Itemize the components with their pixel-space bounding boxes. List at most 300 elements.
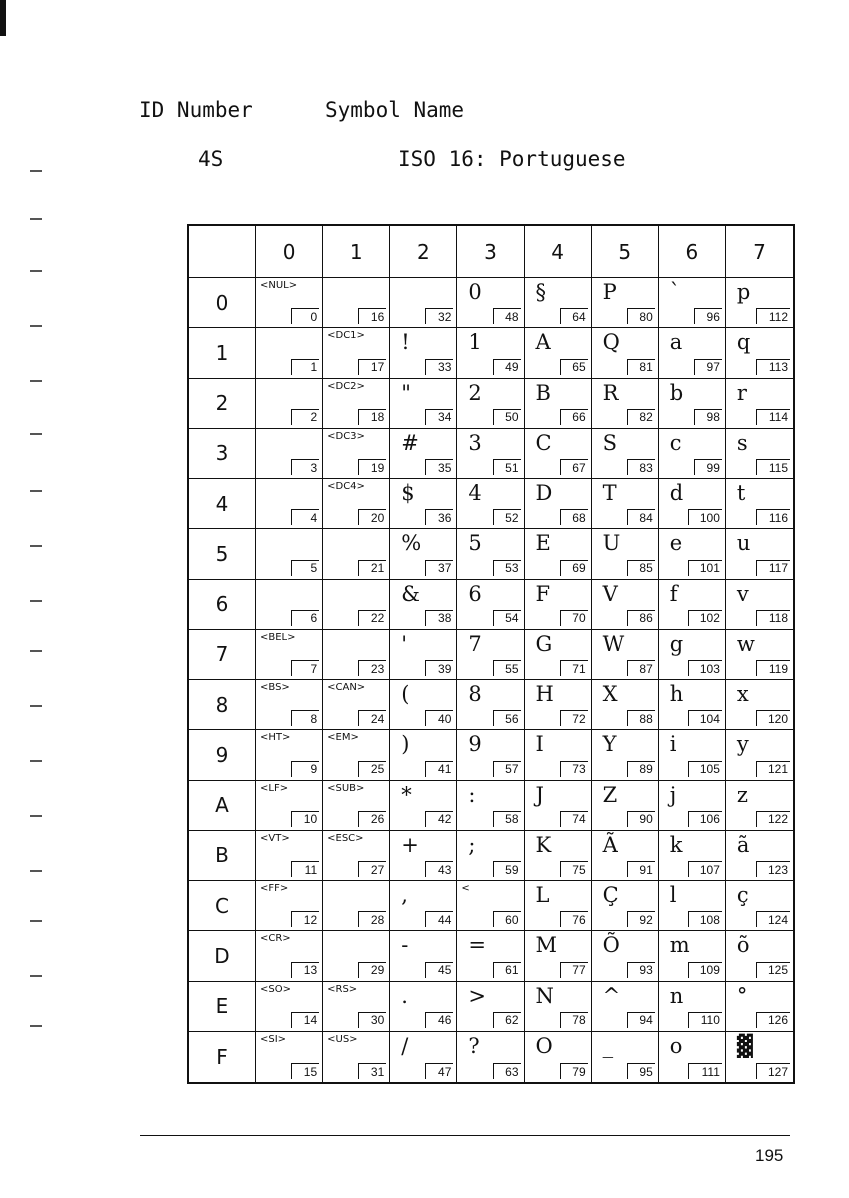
char-cell	[592, 580, 659, 630]
character-glyph: 7	[468, 631, 482, 656]
decimal-code-box: 22	[358, 610, 386, 626]
decimal-code-box: 36	[425, 509, 453, 525]
char-cell	[525, 730, 592, 780]
char-cell	[390, 328, 457, 378]
char-cell	[390, 379, 457, 429]
character-glyph: x	[736, 682, 749, 706]
char-cell	[390, 1032, 457, 1082]
char-cell	[457, 931, 524, 981]
char-cell	[659, 328, 726, 378]
character-glyph: ▓	[736, 1033, 754, 1058]
decimal-code-box: 114	[756, 409, 790, 425]
char-cell	[525, 429, 592, 479]
decimal-code-box: 44	[425, 911, 453, 927]
char-cell	[592, 831, 659, 881]
char-cell	[457, 680, 524, 730]
char-cell	[659, 580, 726, 630]
decimal-code-box: 0	[291, 308, 319, 324]
char-cell	[390, 630, 457, 680]
character-glyph: $	[401, 481, 415, 505]
margin-mark	[30, 870, 42, 872]
char-cell	[525, 479, 592, 529]
char-cell	[592, 680, 659, 730]
decimal-code-box: 32	[425, 308, 453, 324]
character-glyph: L	[535, 883, 550, 907]
decimal-code-box: 34	[425, 409, 453, 425]
character-glyph: .	[401, 983, 408, 1008]
character-glyph: Z	[602, 782, 618, 807]
char-cell	[256, 580, 323, 630]
control-code-label: <CAN>	[327, 682, 366, 693]
decimal-code-box: 80	[627, 308, 655, 324]
char-cell	[390, 479, 457, 529]
decimal-code-box: 61	[493, 962, 521, 978]
decimal-code-box: 104	[688, 710, 722, 726]
character-glyph: C	[535, 430, 552, 455]
character-glyph: %	[401, 531, 422, 556]
character-glyph: k	[669, 832, 683, 857]
character-glyph: 1	[468, 330, 482, 355]
decimal-code-box: 52	[493, 509, 521, 525]
character-glyph: &	[401, 581, 420, 606]
decimal-code-box: 55	[493, 660, 521, 676]
decimal-code-box: 112	[756, 308, 790, 324]
character-glyph: M	[535, 933, 558, 958]
character-glyph: w	[736, 631, 755, 656]
control-code-label: <EM>	[327, 732, 359, 744]
char-cell	[726, 781, 793, 831]
decimal-code-box: 95	[627, 1063, 655, 1079]
character-glyph: '	[401, 631, 408, 656]
character-glyph: h	[669, 682, 684, 706]
character-glyph: (	[401, 682, 410, 706]
control-code-label: <FF>	[260, 883, 289, 894]
symbol-name-label: Symbol Name	[325, 98, 465, 122]
control-code-label: <BS>	[260, 682, 290, 693]
char-cell	[726, 730, 793, 780]
character-glyph: n	[669, 983, 684, 1008]
char-cell	[726, 630, 793, 680]
decimal-code-box: 118	[756, 610, 790, 626]
char-cell	[659, 831, 726, 881]
decimal-code-box: 103	[688, 660, 722, 676]
decimal-code-box: 5	[291, 560, 319, 576]
char-cell	[323, 1032, 390, 1082]
control-code-label: <DC3>	[327, 430, 365, 442]
row-header: 3	[189, 429, 256, 479]
symbol-name-value: ISO 16: Portuguese	[398, 147, 626, 171]
char-cell	[390, 278, 457, 328]
character-glyph: ç	[736, 883, 749, 907]
row-header: 5	[189, 529, 256, 579]
page-edge-mark	[0, 0, 6, 36]
decimal-code-box: 116	[756, 509, 790, 525]
row-header: D	[189, 931, 256, 981]
character-glyph: v	[736, 581, 749, 606]
decimal-code-box: 65	[560, 359, 588, 375]
control-code-label: <US>	[327, 1033, 358, 1045]
decimal-code-box: 50	[493, 409, 521, 425]
character-glyph: >	[468, 983, 486, 1008]
decimal-code-box: 86	[627, 610, 655, 626]
decimal-code-box: 58	[493, 811, 521, 827]
decimal-code-box: 48	[493, 308, 521, 324]
character-glyph: 4	[468, 481, 482, 505]
row-header: C	[189, 881, 256, 931]
char-cell	[592, 630, 659, 680]
decimal-code-box: 72	[560, 710, 588, 726]
char-cell	[457, 379, 524, 429]
char-cell	[457, 1032, 524, 1082]
character-glyph: 5	[468, 531, 482, 556]
decimal-code-box: 31	[358, 1063, 386, 1079]
footer-rule	[140, 1135, 790, 1136]
decimal-code-box: 109	[688, 962, 722, 978]
char-cell	[659, 379, 726, 429]
character-glyph: :	[468, 782, 476, 807]
control-code-label: <BEL>	[260, 631, 296, 643]
decimal-code-box: 110	[688, 1012, 722, 1028]
decimal-code-box: 63	[493, 1063, 521, 1079]
decimal-code-box: 54	[493, 610, 521, 626]
decimal-code-box: 64	[560, 308, 588, 324]
margin-mark	[30, 975, 42, 977]
character-glyph: m	[669, 933, 690, 958]
character-glyph: ,	[401, 883, 408, 907]
table-corner	[189, 226, 256, 278]
margin-mark	[30, 650, 42, 652]
char-cell	[525, 680, 592, 730]
margin-mark	[30, 490, 42, 492]
decimal-code-box: 108	[688, 911, 722, 927]
character-glyph: T	[602, 481, 617, 505]
char-cell	[659, 1032, 726, 1082]
char-cell	[457, 278, 524, 328]
character-glyph: G	[535, 631, 553, 656]
character-glyph: g	[669, 631, 684, 656]
decimal-code-box: 28	[358, 911, 386, 927]
row-header: F	[189, 1032, 256, 1082]
character-glyph: z	[736, 782, 748, 807]
decimal-code-box: 41	[425, 761, 453, 777]
decimal-code-box: 99	[694, 459, 722, 475]
character-glyph: X	[602, 682, 618, 706]
margin-mark	[30, 433, 42, 435]
column-header: 2	[390, 226, 457, 278]
char-cell	[256, 680, 323, 730]
decimal-code-box: 83	[627, 459, 655, 475]
decimal-code-box: 93	[627, 962, 655, 978]
decimal-code-box: 91	[627, 861, 655, 877]
decimal-code-box: 125	[756, 962, 790, 978]
char-cell	[323, 630, 390, 680]
decimal-code-box: 49	[493, 359, 521, 375]
decimal-code-box: 18	[358, 409, 386, 425]
character-glyph: y	[736, 732, 749, 757]
char-cell	[726, 479, 793, 529]
character-glyph: H	[535, 682, 554, 706]
character-glyph: ^	[602, 983, 621, 1008]
char-cell	[390, 429, 457, 479]
character-glyph: P	[602, 280, 617, 304]
decimal-code-box: 39	[425, 660, 453, 676]
column-header: 6	[659, 226, 726, 278]
decimal-code-box: 57	[493, 761, 521, 777]
decimal-code-box: 8	[291, 710, 319, 726]
char-cell	[592, 278, 659, 328]
row-header: 0	[189, 278, 256, 328]
character-glyph: Q	[602, 330, 620, 355]
char-cell	[659, 479, 726, 529]
decimal-code-box: 20	[358, 509, 386, 525]
decimal-code-box: 77	[560, 962, 588, 978]
decimal-code-box: 115	[756, 459, 790, 475]
margin-mark	[30, 325, 42, 327]
control-code-label: <VT>	[260, 832, 290, 844]
decimal-code-box: 30	[358, 1012, 386, 1028]
character-glyph: b	[669, 380, 684, 405]
char-cell	[525, 931, 592, 981]
char-cell	[525, 529, 592, 579]
decimal-code-box: 126	[756, 1012, 790, 1028]
decimal-code-box: 51	[493, 459, 521, 475]
decimal-code-box: 123	[756, 861, 790, 877]
character-glyph: i	[669, 732, 677, 757]
id-number-label: ID Number	[139, 98, 253, 122]
character-glyph: d	[669, 481, 684, 505]
char-cell	[457, 730, 524, 780]
decimal-code-box: 23	[358, 660, 386, 676]
decimal-code-box: 45	[425, 962, 453, 978]
decimal-code-box: 100	[688, 509, 722, 525]
char-cell	[323, 379, 390, 429]
column-header: 3	[457, 226, 524, 278]
decimal-code-box: 53	[493, 560, 521, 576]
char-cell	[726, 982, 793, 1032]
char-cell	[323, 881, 390, 931]
decimal-code-box: 60	[493, 911, 521, 927]
decimal-code-box: 92	[627, 911, 655, 927]
char-cell	[726, 881, 793, 931]
char-cell	[592, 931, 659, 981]
decimal-code-box: 3	[291, 459, 319, 475]
decimal-code-box: 62	[493, 1012, 521, 1028]
margin-mark	[30, 920, 42, 922]
decimal-code-box: 1	[291, 359, 319, 375]
char-cell	[592, 1032, 659, 1082]
character-glyph: =	[468, 933, 486, 958]
control-code-label: <LF>	[260, 782, 289, 794]
char-cell	[256, 931, 323, 981]
character-glyph: Ç	[602, 883, 619, 907]
decimal-code-box: 33	[425, 359, 453, 375]
decimal-code-box: 7	[291, 660, 319, 676]
decimal-code-box: 117	[756, 560, 790, 576]
character-glyph: !	[401, 330, 410, 355]
decimal-code-box: 89	[627, 761, 655, 777]
decimal-code-box: 82	[627, 409, 655, 425]
control-code-label: <CR>	[260, 933, 291, 945]
char-cell	[323, 479, 390, 529]
character-glyph: ?	[468, 1033, 480, 1058]
character-glyph: Y	[602, 732, 617, 757]
character-glyph: p	[736, 280, 751, 304]
decimal-code-box: 24	[358, 710, 386, 726]
char-cell	[323, 580, 390, 630]
decimal-code-box: 94	[627, 1012, 655, 1028]
character-glyph: #	[401, 430, 419, 455]
character-glyph: §	[535, 280, 546, 304]
character-glyph: V	[602, 581, 618, 606]
character-glyph: B	[535, 380, 551, 405]
control-code-label: <DC1>	[327, 330, 365, 342]
char-cell	[390, 881, 457, 931]
character-glyph: j	[669, 782, 677, 807]
char-cell	[256, 379, 323, 429]
character-glyph: q	[736, 330, 751, 355]
char-cell	[592, 781, 659, 831]
char-cell	[726, 1032, 793, 1082]
decimal-code-box: 105	[688, 761, 722, 777]
decimal-code-box: 76	[560, 911, 588, 927]
decimal-code-box: 113	[756, 359, 790, 375]
control-code-label: <SUB>	[327, 782, 365, 794]
decimal-code-box: 4	[291, 509, 319, 525]
char-cell	[726, 680, 793, 730]
row-header: 8	[189, 680, 256, 730]
char-cell	[457, 831, 524, 881]
char-cell	[390, 680, 457, 730]
character-glyph: t	[736, 481, 746, 505]
character-glyph: I	[535, 732, 544, 757]
decimal-code-box: 27	[358, 861, 386, 877]
character-glyph: ã	[736, 832, 750, 857]
char-cell	[592, 479, 659, 529]
decimal-code-box: 88	[627, 710, 655, 726]
control-code-label: <DC2>	[327, 380, 365, 392]
char-cell	[726, 379, 793, 429]
decimal-code-box: 121	[756, 761, 790, 777]
char-cell	[256, 831, 323, 881]
character-glyph: s	[736, 430, 748, 455]
margin-mark	[30, 760, 42, 762]
char-cell	[390, 781, 457, 831]
column-header: 1	[323, 226, 390, 278]
character-glyph: 3	[468, 430, 482, 455]
char-cell	[659, 781, 726, 831]
decimal-code-box: 12	[291, 911, 319, 927]
decimal-code-box: 38	[425, 610, 453, 626]
character-glyph: l	[669, 883, 677, 907]
char-cell	[659, 630, 726, 680]
character-glyph: ;	[468, 832, 476, 857]
char-cell	[525, 1032, 592, 1082]
character-glyph: *	[401, 782, 412, 807]
row-header: 9	[189, 730, 256, 780]
char-cell	[659, 931, 726, 981]
column-header: 4	[525, 226, 592, 278]
control-code-label: <ESC>	[327, 832, 364, 844]
char-cell	[726, 580, 793, 630]
char-cell	[525, 379, 592, 429]
row-header: E	[189, 982, 256, 1032]
char-cell	[323, 730, 390, 780]
decimal-code-box: 85	[627, 560, 655, 576]
character-glyph: N	[535, 983, 554, 1008]
decimal-code-box: 9	[291, 761, 319, 777]
character-glyph: c	[669, 430, 682, 455]
page-number: 195	[755, 1146, 784, 1165]
decimal-code-box: 68	[560, 509, 588, 525]
char-cell	[323, 328, 390, 378]
char-cell	[256, 630, 323, 680]
character-glyph: )	[401, 732, 410, 757]
char-cell	[390, 529, 457, 579]
decimal-code-box: 42	[425, 811, 453, 827]
decimal-code-box: 98	[694, 409, 722, 425]
character-glyph: U	[602, 531, 621, 556]
row-header: 6	[189, 580, 256, 630]
char-cell	[659, 982, 726, 1032]
decimal-code-box: 119	[756, 660, 790, 676]
char-cell	[323, 831, 390, 881]
decimal-code-box: 46	[425, 1012, 453, 1028]
row-header: B	[189, 831, 256, 881]
margin-mark	[30, 1025, 42, 1027]
char-cell	[659, 730, 726, 780]
char-cell	[659, 278, 726, 328]
decimal-code-box: 19	[358, 459, 386, 475]
char-cell	[525, 328, 592, 378]
char-cell	[323, 529, 390, 579]
char-cell	[256, 730, 323, 780]
char-cell	[256, 1032, 323, 1082]
margin-mark	[30, 815, 42, 817]
margin-mark	[30, 218, 42, 220]
char-cell	[390, 730, 457, 780]
decimal-code-box: 81	[627, 359, 655, 375]
char-cell	[525, 630, 592, 680]
control-code-label: <SI>	[260, 1033, 287, 1045]
char-cell	[659, 680, 726, 730]
row-header: 1	[189, 328, 256, 378]
character-glyph: _	[602, 1033, 614, 1058]
character-glyph: °	[736, 983, 748, 1008]
character-glyph: o	[669, 1033, 683, 1058]
decimal-code-box: 124	[756, 911, 790, 927]
decimal-code-box: 75	[560, 861, 588, 877]
character-glyph: -	[401, 933, 409, 958]
decimal-code-box: 40	[425, 710, 453, 726]
decimal-code-box: 66	[560, 409, 588, 425]
character-glyph: Õ	[602, 933, 620, 958]
char-cell	[256, 781, 323, 831]
char-cell	[525, 781, 592, 831]
control-code-label: <NUL>	[260, 280, 298, 291]
decimal-code-box: 13	[291, 962, 319, 978]
character-glyph: A	[535, 330, 551, 355]
char-cell	[390, 580, 457, 630]
character-glyph: f	[669, 581, 678, 606]
margin-mark	[30, 170, 42, 172]
character-glyph: e	[669, 531, 683, 556]
decimal-code-box: 127	[756, 1063, 790, 1079]
margin-mark	[30, 705, 42, 707]
character-glyph: W	[602, 631, 625, 656]
decimal-code-box: 101	[688, 560, 722, 576]
row-header: A	[189, 781, 256, 831]
decimal-code-box: 21	[358, 560, 386, 576]
